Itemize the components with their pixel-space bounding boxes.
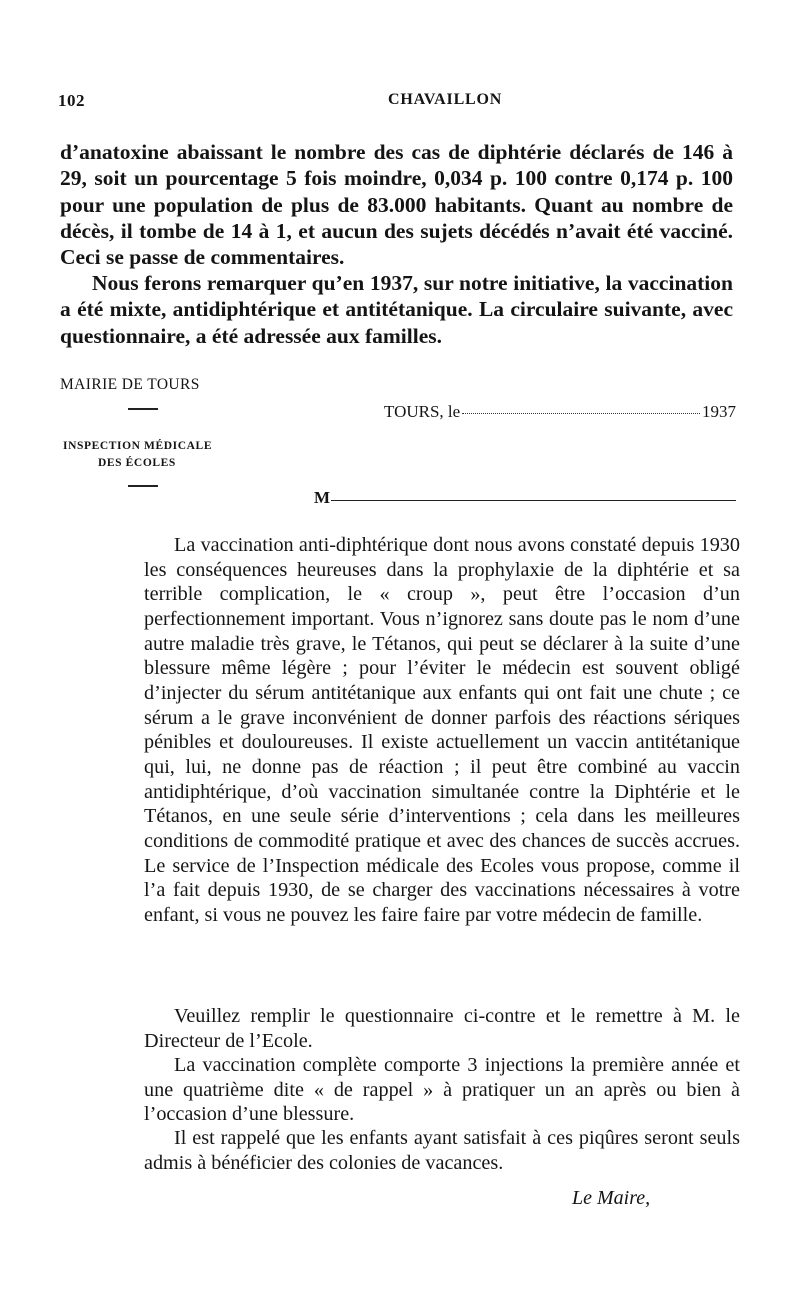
signature: Le Maire, (572, 1187, 651, 1209)
body-paragraph-1: d’anatoxine abaissant le nombre des cas de diphtérie déclarés de 146 à 29, soit un pourcentage 5 fois moindre, 0,034 p. 100 contre 0,174 p. 100 pour une population de plus de 83.000 habitants. Quant au nombre de décès, il tombe de 14 à 1, et aucun des sujets décédés n’avait été vacciné. Ceci se passe de commentaires. (60, 140, 733, 270)
addressee-prefix: M (314, 488, 331, 507)
letter-paragraph-3 (144, 1053, 740, 1127)
letter-paragraph-4 (144, 1126, 740, 1175)
letter-paragraph-1 (144, 533, 740, 928)
department-line-2: DES ÉCOLES (98, 457, 176, 469)
department-line-1: INSPECTION MÉDICALE (63, 440, 213, 452)
date-year: 1937 (702, 402, 736, 421)
department-divider (128, 485, 158, 487)
page-number: 102 (58, 91, 85, 110)
body-paragraph-2: Nous ferons remarquer qu’en 1937, sur notre initiative, la vaccination a été mixte, antidiphtérique et antitétanique. La circulaire suivante, avec questionnaire, a été adressée aux familles. (60, 271, 733, 348)
page-header (58, 91, 738, 115)
letter-paragraph-1-text: La vaccination anti-diphtérique dont nous avons constaté depuis 1930 les conséquences heureuses dans la prophylaxie de la diphtérie et sa terrible complication, le « croup », peut être l’occasion d’un perfectionnement important. Vous n’ignorez sans doute pas le nom d’une autre maladie très grave, le Tétanos, qui peut se déclarer à la suite d’une blessure même légère ; pour l’éviter le médecin est souvent obligé d’injecter du sérum antitétanique aux enfants qui ont fait une chute ; ce sérum a le grave inconvénient de donner parfois des réactions sériques pénibles et douloureuses. Il existe actuellement un vaccin antitétanique qui, lui, ne donne pas de réaction ; il peut être combiné au vaccin antidiphtérique, d’où vaccination simultanée contre la Diphtérie et le Tétanos, en une seule série d’interventions ; cela dans les meilleures conditions de commodité pratique et avec des chances de succès accrues. Le service de l’Inspection médicale des Ecoles vous propose, comme il l’a fait depuis 1930, de se charger des vaccinations nécessaires à votre enfant, si vous ne pouvez les faire faire par votre médecin de famille. (144, 534, 740, 926)
date-blank (462, 413, 700, 414)
letter-paragraph-2-text: Veuillez remplir le questionnaire ci-contre et le remettre à M. le Directeur de l’Ecole. (144, 1005, 740, 1052)
letter-paragraph-2 (144, 1004, 740, 1053)
letter-issuer: MAIRIE DE TOURS (60, 376, 200, 393)
letter-paragraph-4-text: Il est rappelé que les enfants ayant satisfait à ces piqûres seront seuls admis à bénéficier des colonies de vacances. (144, 1127, 740, 1174)
date-prefix: TOURS, le (384, 402, 461, 421)
department-block (63, 438, 212, 472)
addressee-line (314, 488, 736, 508)
date-line (384, 402, 736, 422)
issuer-divider (128, 408, 158, 410)
letter-paragraph-3-text: La vaccination complète comporte 3 injections la première année et une quatrième dite « de rappel » à pratiquer un an après ou bien à l’occasion d’une blessure. (144, 1054, 740, 1126)
addressee-blank (331, 500, 736, 501)
running-head: CHAVAILLON (388, 91, 503, 108)
